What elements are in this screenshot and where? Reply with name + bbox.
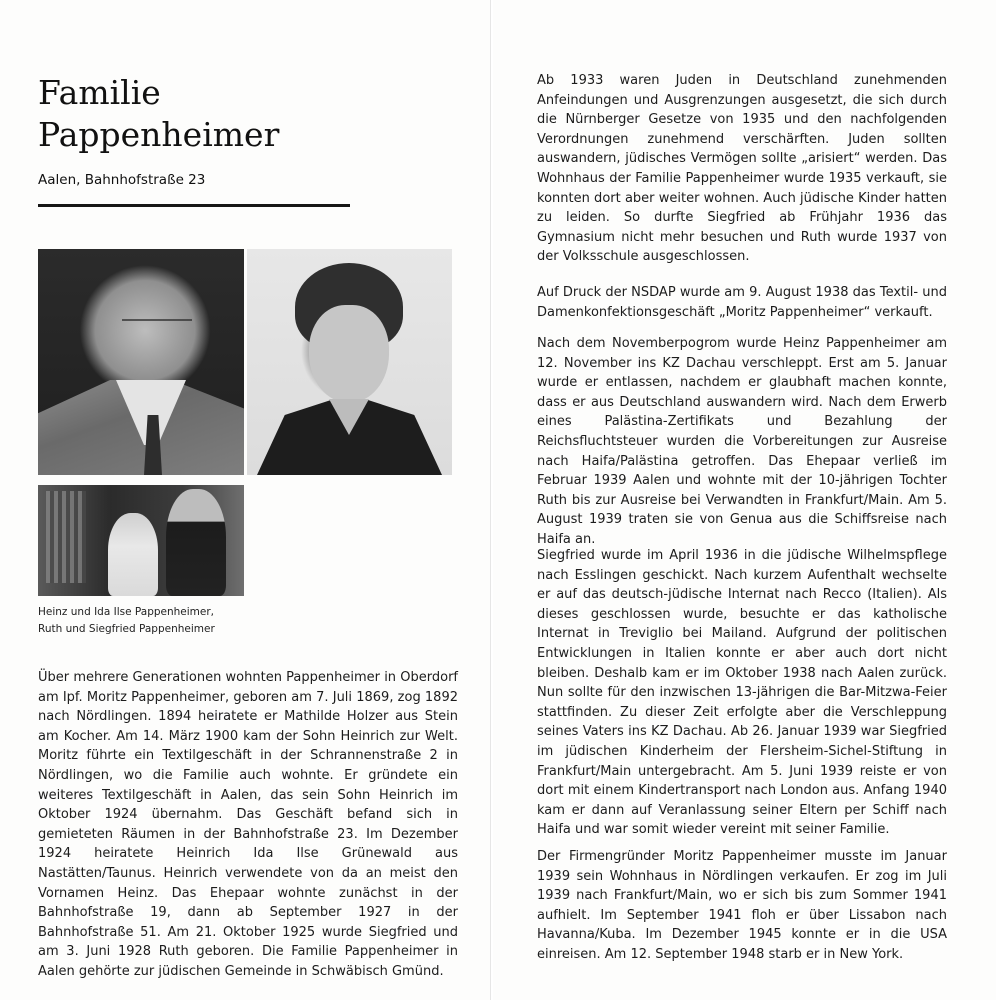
photo-glasses-shape (122, 319, 192, 341)
body-paragraph-emigration: Nach dem Novemberpogrom wurde Heinz Pappenheimer am 12. November ins KZ Dachau verschleppt. Erst am 5. Januar wurde er entlassen, nachdem er glaubhaft machen konnte, dass er aus Deutschland auswandern wird. Nach dem Erwerb eines Palästina-Zertifikats und Bezahlung der Reichsfluchtsteuer wurden die Vorbereitungen zur Ausreise nach Haifa/Palästina getroffen. Das Ehepaar verließ im Februar 1939 Aalen und wohnte mit der 10-jährigen Tochter Ruth bis zur Ausreise bei Verwandten in Frankfurt/Main. Am 5. August 1939 traten sie von Genua aus die Schiffsreise nach Haifa an. (537, 336, 947, 547)
body-paragraph-family-history: Über mehrere Generationen wohnten Pappenheimer in Oberdorf am Ipf. Moritz Pappenheimer, geboren am 7. Juli 1869, zog 1892 nach Nördlingen. 1894 heiratete er Mathilde Holzer aus Stein am Kocher. Am 14. März 1900 kam der Sohn Heinrich zur Welt. Moritz führte ein Textilgeschäft in der Schrannenstraße 2 in Nördlingen, wo die Familie auch wohnte. Er gründete ein weiteres Textilgeschäft in Aalen, das sein Sohn Heinrich im Oktober 1924 übernahm. Das Geschäft befand sich in gemieteten Räumen in der Bahnhofstraße 23. Im Dezember 1924 heiratete Heinrich Ida Ilse Grünewald aus Nastätten/Taunus. Heinrich verwendete von da an meist den Vornamen Heinz. Das Ehepaar wohnte zunächst in der Bahnhofstraße 19, dann ab September 1927 in der Bahnhofstraße 51. Am 21. Oktober 1925 wurde Siegfried und am 3. Juni 1928 Ruth geboren. Die Familie Pappenheimer in Aalen gehörte zur jüdischen Gemeinde in Schwäbisch Gmünd. (38, 670, 458, 979)
body-paragraph-persecution: Ab 1933 waren Juden in Deutschland zunehmenden Anfeindungen und Ausgrenzungen ausgesetzt, die sich durch die Nürnberger Gesetze von 1935 und den nachfolgenden Verordnungen zunehmend verschärften. Juden sollten auswandern, jüdisches Vermögen sollte „arisiert“ werden. Das Wohnhaus der Familie Pappenheimer wurde 1935 verkauft, sie konnten dort aber weiter wohnen. Auch jüdische Kinder hatten zu leiden. So durfte Siegfried ab Frühjahr 1936 das Gymnasium nicht mehr besuchen und Ruth wurde 1937 von der Volksschule ausgeschlossen. (537, 73, 947, 265)
caption-line-2: Ruth und Siegfried Pappenheimer (38, 623, 215, 635)
body-paragraph-moritz: Der Firmengründer Moritz Pappenheimer musste im Januar 1939 sein Wohnhaus in Nördlingen verkaufen. Er zog im Juli 1939 nach Frankfurt/Main, wo er sich bis zum Sommer 1941 aufhielt. Im September 1941 floh er über Lissabon nach Havanna/Kuba. Im Dezember 1945 konnte er in die USA einreisen. Am 12. September 1948 starb er in New York. (537, 849, 947, 962)
photo-ruth-and-siegfried (38, 485, 244, 596)
title-line-2: Pappenheimer (38, 115, 280, 154)
photo-face-shape (309, 305, 389, 403)
photo-girl-shape (108, 513, 158, 596)
caption-line-1: Heinz und Ida Ilse Pappenheimer, (38, 606, 215, 618)
body-paragraph-siegfried: Siegfried wurde im April 1936 in die jüdische Wilhelmspflege nach Esslingen geschickt. Nach kurzem Aufenthalt wechselte er auf das deutsch-jüdische Internat nach Recco (Italien). Als dieses geschlossen wurde, besuchte er das katholische Internat in Treviglio bei Mailand. Aufgrund der politischen Entwicklungen in Italien konnte er aber auch dort nicht bleiben. Deshalb kam er im Oktober 1938 nach Aalen zurück. Nun sollte für den inzwischen 13-jährigen die Bar-Mitzwa-Feier stattfinden. Zu dieser Zeit erfolgte aber die Verschleppung seines Vaters ins KZ Dachau. Ab 26. Januar 1939 war Siegfried im jüdischen Kinderheim der Flersheim-Sichel-Stiftung in Frankfurt/Main untergebracht. Am 5. Juni 1939 reiste er von dort mit einem Kindertransport nach London aus. Anfang 1940 kam er dann auf Veranlassung seiner Eltern per Schiff nach Haifa und war somit wieder vereint mit seiner Familie. (537, 548, 947, 838)
title-line-1: Familie (38, 73, 161, 112)
photo-boy-shape (166, 489, 226, 596)
address-subtitle: Aalen, Bahnhofstraße 23 (38, 172, 206, 188)
title-divider (38, 204, 350, 207)
page-title (38, 72, 279, 156)
right-page (493, 0, 996, 1000)
photo-heinz-pappenheimer (38, 249, 244, 475)
photo-window-shape (46, 491, 86, 583)
photo-ida-ilse-pappenheimer (247, 249, 452, 475)
left-page (0, 0, 491, 1000)
body-paragraph-business-sale: Auf Druck der NSDAP wurde am 9. August 1938 das Textil- und Damenkonfektionsgeschäft „Moritz Pappenheimer“ verkauft. (537, 285, 947, 320)
photo-caption (38, 604, 215, 638)
